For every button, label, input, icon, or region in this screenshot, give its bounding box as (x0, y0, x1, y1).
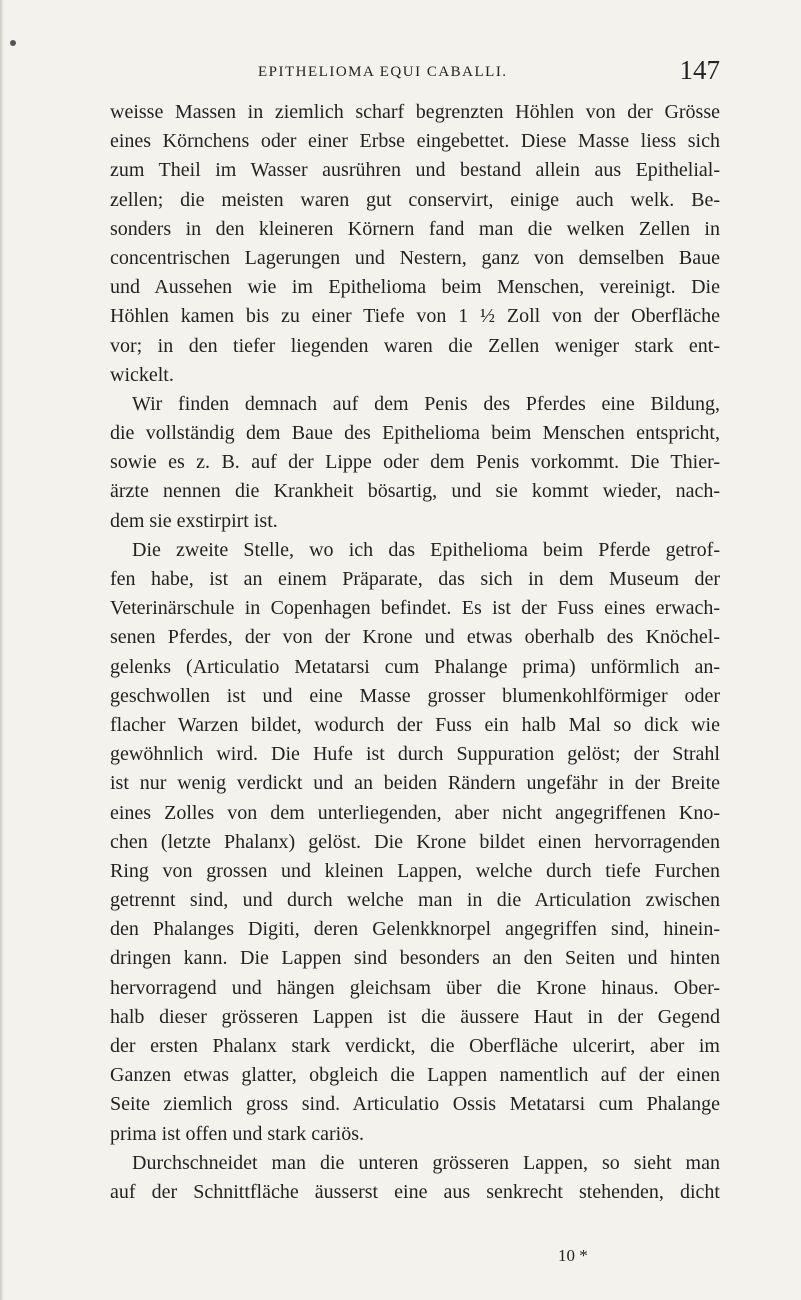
text-line: der ersten Phalanx stark verdickt, die Oberfläche ulcerirt, aber im (110, 1035, 720, 1057)
text-line: gelenks (Articulatio Metatarsi cum Phalange prima) unförmlich an- (110, 655, 720, 678)
text-line: Veterinärschule in Copenhagen befindet. Es ist der Fuss eines erwach- (110, 597, 720, 620)
text-line: zellen; die meisten waren gut conservirt, einige auch welk. Be- (110, 188, 720, 211)
text-line: chen (letzte Phalanx) gelöst. Die Krone bildet einen hervorragenden (110, 830, 720, 853)
text-line: zum Theil im Wasser ausrühren und bestand allein aus Epithelial- (110, 159, 720, 182)
text-line: wickelt. (110, 363, 174, 386)
text-line: den Phalanges Digiti, deren Gelenkknorpel angegriffen sind, hinein- (110, 918, 720, 941)
text-line: concentrischen Lagerungen und Nestern, ganz von demselben Baue (110, 246, 720, 269)
text-line: flacher Warzen bildet, wodurch der Fuss ein halb Mal so dick wie (110, 713, 720, 736)
running-title: EPITHELIOMA EQUI CABALLI. (258, 64, 508, 80)
signature-mark: 10 * (558, 1246, 588, 1265)
text-line: die vollständig dem Baue des Epithelioma beim Menschen entspricht, (110, 422, 720, 445)
text-line: und Aussehen wie im Epithelioma beim Menschen, vereinigt. Die (110, 276, 720, 299)
text-line: dem sie exstirpirt ist. (110, 509, 278, 532)
text-line: Wir finden demnach auf dem Penis des Pferdes eine Bildung, (132, 392, 720, 415)
text-line: getrennt sind, und durch welche man in die Articulation zwischen (110, 889, 720, 912)
text-line: Ganzen etwas glatter, obgleich die Lappen namentlich auf der einen (110, 1064, 720, 1087)
text-line: weisse Massen in ziemlich scharf begrenzten Höhlen von der Grösse (110, 101, 720, 123)
text-line: hervorragend und hängen gleichsam über die Krone hinaus. Ober- (110, 976, 720, 999)
text-line: Höhlen kamen bis zu einer Tiefe von 1 ½ Zoll von der Oberfläche (110, 305, 720, 328)
text-line: Die zweite Stelle, wo ich das Epithelioma beim Pferde getrof- (132, 538, 720, 561)
text-line: auf der Schnittfläche äusserst eine aus senkrecht stehenden, dicht (110, 1180, 720, 1203)
text-line: Ring von grossen und kleinen Lappen, welche durch tiefe Furchen (110, 859, 720, 882)
text-line: senen Pferdes, der von der Krone und etwas oberhalb des Knöchel- (110, 626, 720, 649)
text-line: geschwollen ist und eine Masse grosser blumenkohlförmiger oder (110, 684, 720, 707)
text-line: eines Körnchens oder einer Erbse eingebettet. Diese Masse liess sich (110, 130, 720, 153)
text-line: ärzte nennen die Krankheit bösartig, und sie kommt wieder, nach- (110, 480, 720, 503)
text-line: Durchschneidet man die unteren grösseren Lappen, so sieht man (132, 1151, 720, 1174)
running-head (110, 55, 720, 95)
text-line: sowie es z. B. auf der Lippe oder dem Penis vorkommt. Die Thier- (110, 451, 720, 474)
text-line: fen habe, ist an einem Präparate, das sich in dem Museum der (110, 568, 720, 590)
text-line: halb dieser grösseren Lappen ist die äussere Haut in der Gegend (110, 1005, 720, 1028)
page-number: 147 (679, 55, 720, 85)
text-line: eines Zolles von dem unterliegenden, aber nicht angegriffenen Kno- (110, 801, 720, 824)
text-line: sonders in den kleineren Körnern fand man die welken Zellen in (110, 217, 720, 240)
text-line: Seite ziemlich gross sind. Articulatio Ossis Metatarsi cum Phalange (110, 1093, 720, 1116)
text-line: dringen kann. Die Lappen sind besonders an den Seiten und hinten (110, 947, 720, 970)
text-line: vor; in den tiefer liegenden waren die Zellen weniger stark ent- (110, 334, 720, 357)
body-text (110, 98, 720, 1207)
page-edge-shadow (0, 0, 4, 1300)
text-line: prima ist offen und stark cariös. (110, 1122, 365, 1145)
ink-spot (10, 40, 16, 46)
text-line: ist nur wenig verdickt und an beiden Rändern ungefähr in der Breite (110, 772, 720, 795)
text-line: gewöhnlich wird. Die Hufe ist durch Suppuration gelöst; der Strahl (110, 743, 720, 766)
